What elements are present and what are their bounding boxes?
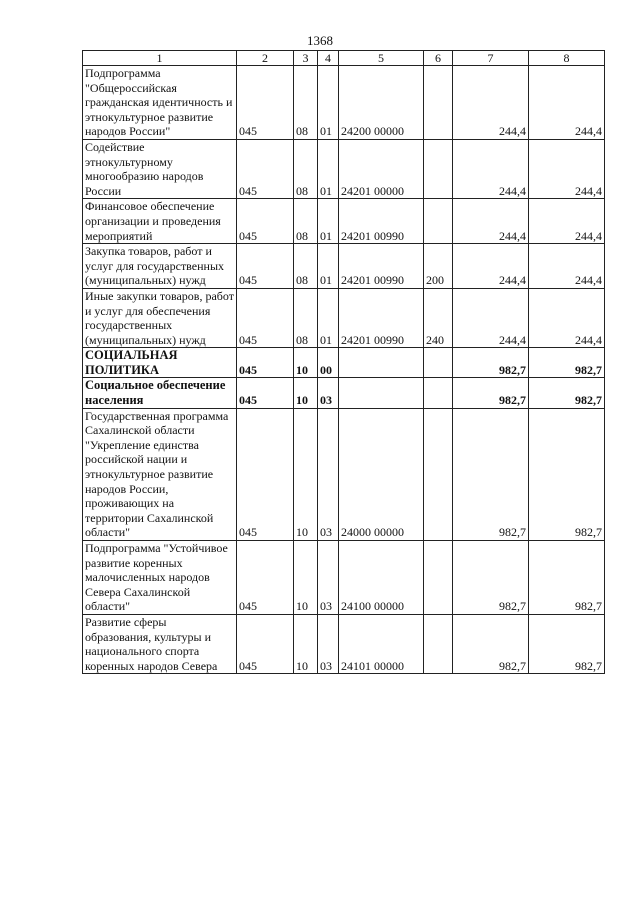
row-ministry-code: 045 — [237, 614, 294, 673]
table-row — [83, 199, 605, 244]
row-name: Государственная программа Сахалинской области "Укрепление единства российской нации и этнокультурное развитие народов России, проживающих на территории Сахалинской области" — [83, 408, 237, 540]
row-name: Подпрограмма "Общероссийская гражданская идентичность и этнокультурное развитие народов России" — [83, 66, 237, 140]
row-section-code: 08 — [294, 288, 318, 347]
row-name: СОЦИАЛЬНАЯ ПОЛИТИКА — [83, 348, 237, 378]
row-ministry-code: 045 — [237, 541, 294, 615]
row-amount-1: 982,7 — [453, 541, 529, 615]
row-target-code: 24101 00000 — [339, 614, 424, 673]
row-amount-2: 244,4 — [529, 139, 605, 198]
table-row — [83, 541, 605, 615]
row-target-code — [339, 348, 424, 378]
header-col-5: 5 — [339, 51, 424, 66]
row-amount-1: 982,7 — [453, 348, 529, 378]
table-row — [83, 244, 605, 289]
header-col-1: 1 — [83, 51, 237, 66]
header-col-4: 4 — [318, 51, 339, 66]
table-row — [83, 378, 605, 408]
row-expense-type — [424, 614, 453, 673]
row-expense-type — [424, 348, 453, 378]
row-target-code: 24200 00000 — [339, 66, 424, 140]
table-row — [83, 348, 605, 378]
row-expense-type: 200 — [424, 244, 453, 289]
table-row — [83, 408, 605, 540]
row-expense-type: 240 — [424, 288, 453, 347]
row-amount-1: 244,4 — [453, 288, 529, 347]
row-section-code: 08 — [294, 139, 318, 198]
row-subsection-code: 03 — [318, 408, 339, 540]
row-target-code: 24201 00000 — [339, 139, 424, 198]
row-target-code — [339, 378, 424, 408]
row-subsection-code: 01 — [318, 244, 339, 289]
row-amount-1: 244,4 — [453, 199, 529, 244]
row-ministry-code: 045 — [237, 288, 294, 347]
row-amount-2: 244,4 — [529, 66, 605, 140]
row-amount-2: 982,7 — [529, 541, 605, 615]
row-ministry-code: 045 — [237, 378, 294, 408]
row-ministry-code: 045 — [237, 348, 294, 378]
row-amount-2: 244,4 — [529, 288, 605, 347]
table-row — [83, 66, 605, 140]
header-col-7: 7 — [453, 51, 529, 66]
row-ministry-code: 045 — [237, 244, 294, 289]
row-name: Подпрограмма "Устойчивое развитие коренных малочисленных народов Севера Сахалинской области" — [83, 541, 237, 615]
row-target-code: 24100 00000 — [339, 541, 424, 615]
row-name: Развитие сферы образования, культуры и национального спорта коренных народов Севера — [83, 614, 237, 673]
page-number: 1368 — [307, 33, 333, 48]
header-col-6: 6 — [424, 51, 453, 66]
table-row — [83, 139, 605, 198]
row-name: Содействие этнокультурному многообразию народов России — [83, 139, 237, 198]
row-ministry-code: 045 — [237, 199, 294, 244]
row-subsection-code: 03 — [318, 614, 339, 673]
row-target-code: 24201 00990 — [339, 288, 424, 347]
row-section-code: 08 — [294, 66, 318, 140]
row-subsection-code: 01 — [318, 288, 339, 347]
row-name: Закупка товаров, работ и услуг для государственных (муниципальных) нужд — [83, 244, 237, 289]
row-amount-1: 982,7 — [453, 614, 529, 673]
row-subsection-code: 01 — [318, 199, 339, 244]
row-expense-type — [424, 139, 453, 198]
row-section-code: 08 — [294, 199, 318, 244]
row-ministry-code: 045 — [237, 408, 294, 540]
row-amount-2: 982,7 — [529, 614, 605, 673]
row-subsection-code: 03 — [318, 541, 339, 615]
row-section-code: 08 — [294, 244, 318, 289]
row-ministry-code: 045 — [237, 139, 294, 198]
row-amount-2: 244,4 — [529, 199, 605, 244]
row-subsection-code: 01 — [318, 139, 339, 198]
header-col-8: 8 — [529, 51, 605, 66]
row-subsection-code: 00 — [318, 348, 339, 378]
row-amount-2: 982,7 — [529, 378, 605, 408]
header-row — [83, 51, 605, 66]
row-amount-1: 244,4 — [453, 139, 529, 198]
row-ministry-code: 045 — [237, 66, 294, 140]
row-section-code: 10 — [294, 408, 318, 540]
row-expense-type — [424, 408, 453, 540]
row-section-code: 10 — [294, 348, 318, 378]
row-amount-1: 244,4 — [453, 244, 529, 289]
row-expense-type — [424, 378, 453, 408]
row-section-code: 10 — [294, 378, 318, 408]
row-name: Финансовое обеспечение организации и проведения мероприятий — [83, 199, 237, 244]
header-col-3: 3 — [294, 51, 318, 66]
row-subsection-code: 03 — [318, 378, 339, 408]
row-expense-type — [424, 541, 453, 615]
row-expense-type — [424, 66, 453, 140]
budget-table — [82, 50, 605, 674]
row-target-code: 24201 00990 — [339, 199, 424, 244]
row-expense-type — [424, 199, 453, 244]
table-row — [83, 288, 605, 347]
row-target-code: 24000 00000 — [339, 408, 424, 540]
header-col-2: 2 — [237, 51, 294, 66]
row-name: Социальное обеспечение населения — [83, 378, 237, 408]
row-amount-2: 982,7 — [529, 348, 605, 378]
row-amount-1: 244,4 — [453, 66, 529, 140]
row-section-code: 10 — [294, 541, 318, 615]
row-subsection-code: 01 — [318, 66, 339, 140]
row-amount-2: 982,7 — [529, 408, 605, 540]
row-amount-1: 982,7 — [453, 378, 529, 408]
row-amount-2: 244,4 — [529, 244, 605, 289]
row-name: Иные закупки товаров, работ и услуг для обеспечения государственных (муниципальных) нужд — [83, 288, 237, 347]
row-target-code: 24201 00990 — [339, 244, 424, 289]
row-section-code: 10 — [294, 614, 318, 673]
table-row — [83, 614, 605, 673]
row-amount-1: 982,7 — [453, 408, 529, 540]
